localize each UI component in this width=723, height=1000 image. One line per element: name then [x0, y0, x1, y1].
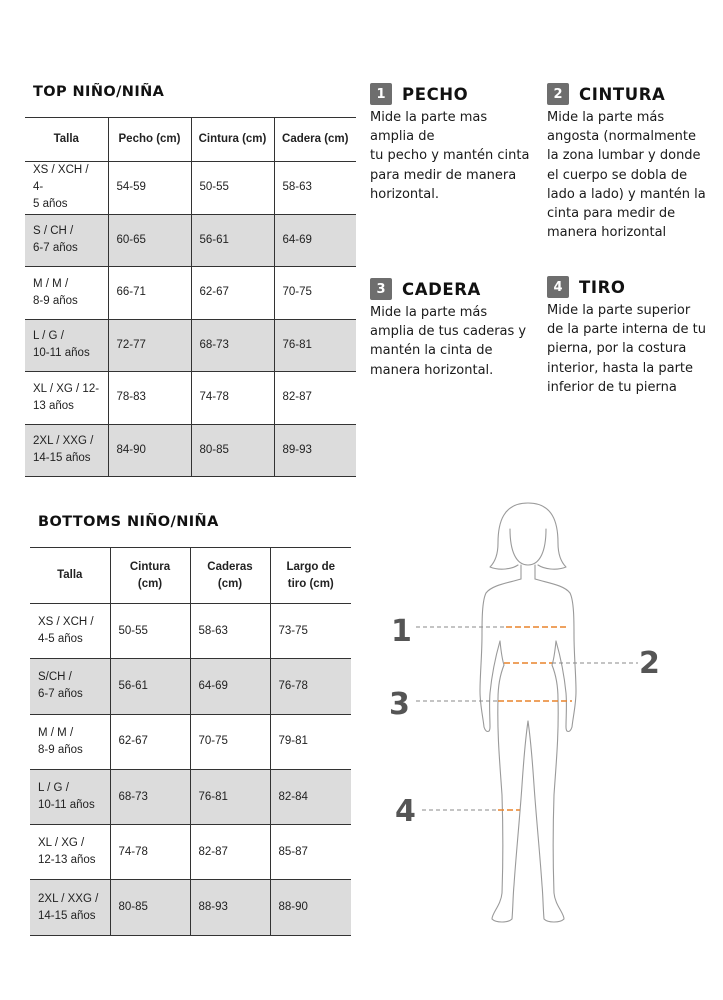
figure-label-1: 1 — [391, 614, 412, 649]
measure-title: PECHO — [402, 84, 469, 104]
hips-cell: 58-63 — [190, 604, 270, 659]
table-row — [25, 372, 356, 425]
waist-cell: 80-85 — [191, 424, 274, 477]
header-cadera: Cadera (cm) — [274, 118, 356, 162]
size-cell: S/CH / 6-7 años — [30, 659, 110, 714]
hip-cell: 82-87 — [274, 372, 356, 425]
waist-cell: 74-78 — [110, 825, 190, 880]
size-cell: M / M / 8-9 años — [25, 267, 108, 320]
waist-cell: 68-73 — [110, 769, 190, 824]
measure-description: Mide la parte mas amplia de tu pecho y mantén cinta para medir de manera horizontal. — [370, 110, 530, 202]
number-badge: 2 — [547, 83, 569, 105]
size-cell: L / G / 10-11 años — [25, 319, 108, 372]
hip-cell: 76-81 — [274, 319, 356, 372]
rise-cell: 79-81 — [270, 714, 351, 769]
size-cell: XL / XG / 12- 13 años — [25, 372, 108, 425]
hips-cell: 76-81 — [190, 769, 270, 824]
body-outline — [480, 503, 576, 922]
table-row — [25, 424, 356, 477]
hip-cell: 70-75 — [274, 267, 356, 320]
figure-label-3: 3 — [389, 687, 410, 722]
size-cell: XS / XCH / 4- 5 años — [25, 162, 108, 215]
chest-cell: 84-90 — [108, 424, 191, 477]
size-cell: 2XL / XXG / 14-15 años — [30, 880, 110, 935]
number-badge: 3 — [370, 278, 392, 300]
measure-pecho — [370, 82, 540, 204]
header-talla: Talla — [25, 118, 108, 162]
waist-cell: 74-78 — [191, 372, 274, 425]
table-row — [30, 604, 351, 659]
table-row — [30, 769, 351, 824]
measure-title: CINTURA — [579, 84, 666, 104]
measure-cadera — [370, 277, 540, 380]
waist-cell: 56-61 — [191, 214, 274, 267]
header-largo-tiro: Largo de tiro (cm) — [270, 548, 351, 604]
top-section-title: TOP NIÑO/NIÑA — [33, 84, 165, 100]
waist-cell: 50-55 — [191, 162, 274, 215]
bottoms-section-title: BOTTOMS NIÑO/NIÑA — [38, 514, 219, 530]
size-cell: XS / XCH / 4-5 años — [30, 604, 110, 659]
figure-label-2: 2 — [639, 646, 660, 681]
bottoms-size-table — [30, 547, 351, 936]
table-row — [30, 880, 351, 935]
number-badge: 4 — [547, 276, 569, 298]
size-cell: M / M / 8-9 años — [30, 714, 110, 769]
measure-title: TIRO — [579, 277, 626, 297]
header-talla: Talla — [30, 548, 110, 604]
waist-cell: 50-55 — [110, 604, 190, 659]
waist-cell: 80-85 — [110, 880, 190, 935]
rise-cell: 76-78 — [270, 659, 351, 714]
waist-cell: 62-67 — [191, 267, 274, 320]
table-row — [25, 214, 356, 267]
measure-title: CADERA — [402, 279, 481, 299]
hip-cell: 58-63 — [274, 162, 356, 215]
measure-description: Mide la parte superior de la parte interna de tu pierna, por la costura interior, hasta la parte inferior de tu pierna — [547, 303, 707, 395]
hip-cell: 89-93 — [274, 424, 356, 477]
size-cell: XL / XG / 12-13 años — [30, 825, 110, 880]
table-row — [25, 267, 356, 320]
measure-heading — [370, 82, 540, 106]
table-header-row — [25, 118, 356, 162]
header-pecho: Pecho (cm) — [108, 118, 191, 162]
hips-cell: 88-93 — [190, 880, 270, 935]
waist-cell: 62-67 — [110, 714, 190, 769]
chest-cell: 78-83 — [108, 372, 191, 425]
hip-cell: 64-69 — [274, 214, 356, 267]
hips-cell: 64-69 — [190, 659, 270, 714]
chest-cell: 72-77 — [108, 319, 191, 372]
body-figure-illustration — [380, 495, 680, 935]
measure-tiro — [547, 275, 719, 397]
header-cintura: Cintura (cm) — [110, 548, 190, 604]
number-badge: 1 — [370, 83, 392, 105]
figure-label-4: 4 — [395, 794, 416, 829]
size-cell: S / CH / 6-7 años — [25, 214, 108, 267]
waist-cell: 68-73 — [191, 319, 274, 372]
size-cell: 2XL / XXG / 14-15 años — [25, 424, 108, 477]
table-row — [30, 659, 351, 714]
rise-cell: 73-75 — [270, 604, 351, 659]
measure-cintura — [547, 82, 719, 242]
chest-cell: 66-71 — [108, 267, 191, 320]
table-header-row — [30, 548, 351, 604]
table-row — [25, 319, 356, 372]
chest-cell: 60-65 — [108, 214, 191, 267]
rise-cell: 85-87 — [270, 825, 351, 880]
measure-heading — [370, 277, 540, 301]
rise-cell: 82-84 — [270, 769, 351, 824]
hips-cell: 70-75 — [190, 714, 270, 769]
chest-cell: 54-59 — [108, 162, 191, 215]
table-row — [30, 825, 351, 880]
table-row — [30, 714, 351, 769]
top-size-table — [25, 117, 356, 477]
header-cintura: Cintura (cm) — [191, 118, 274, 162]
measure-description: Mide la parte más amplia de tus caderas y mantén la cinta de manera horizontal. — [370, 305, 527, 378]
rise-cell: 88-90 — [270, 880, 351, 935]
measure-heading — [547, 275, 719, 299]
size-cell: L / G / 10-11 años — [30, 769, 110, 824]
header-caderas: Caderas (cm) — [190, 548, 270, 604]
measure-description: Mide la parte más angosta (normalmente la zona lumbar y donde el cuerpo se dobla de lado a lado) y mantén la cinta para medir de manera horizontal — [547, 110, 706, 241]
hips-cell: 82-87 — [190, 825, 270, 880]
waist-cell: 56-61 — [110, 659, 190, 714]
table-row — [25, 162, 356, 215]
measure-heading — [547, 82, 719, 106]
